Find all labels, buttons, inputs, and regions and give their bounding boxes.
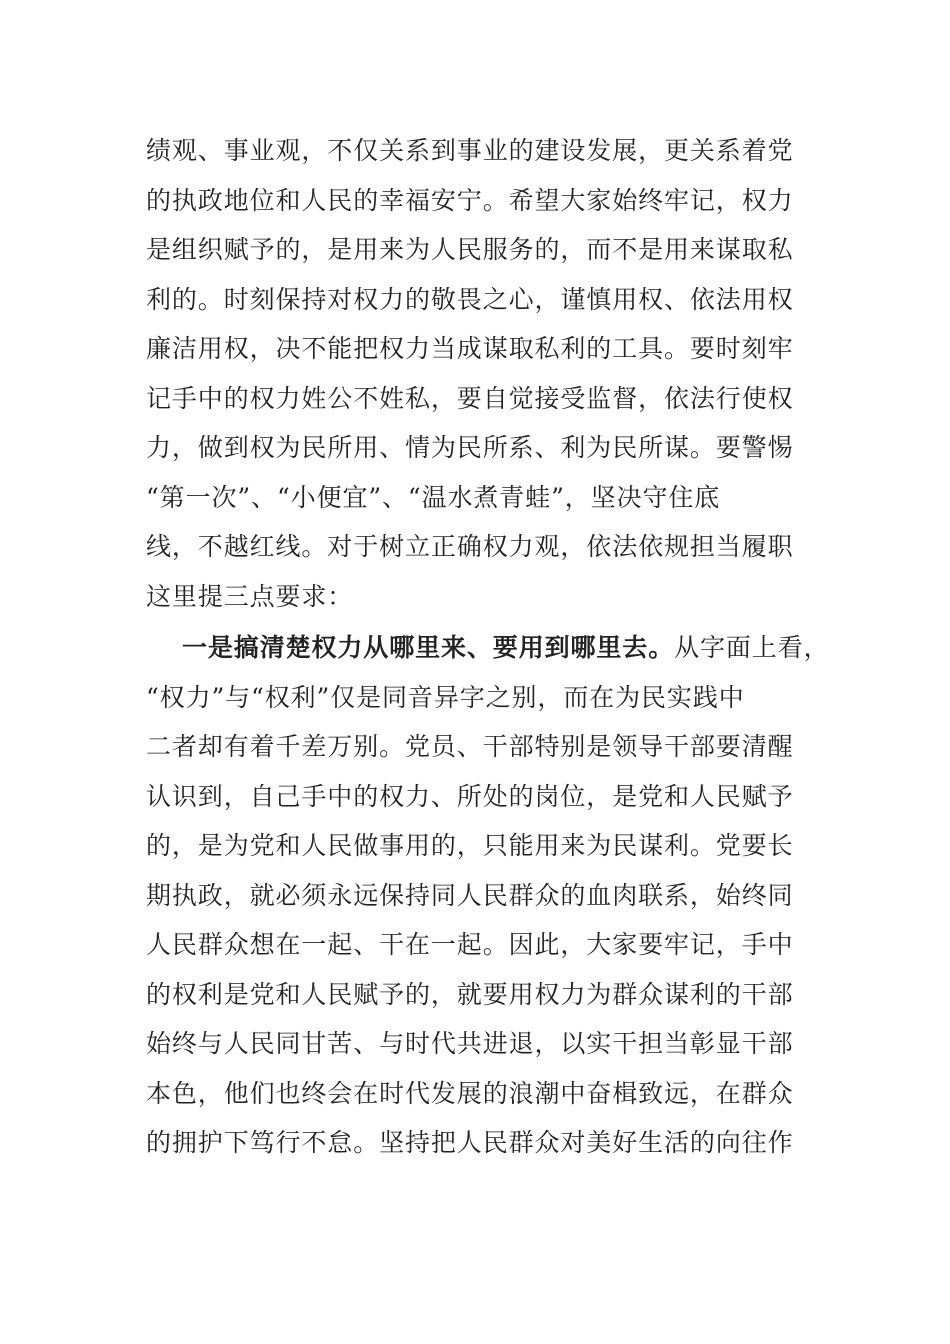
paragraph1-line-8: “第一次”、“小便宜”、“温水煮青蛙”，坚决守住底 [146,483,721,512]
paragraph2-heading: 一是搞清楚权力从哪里来、要用到哪里去。 [182,633,675,662]
paragraph1-line-3: 是组织赋予的，是用来为人民服务的，而不是用来谋取私 [146,235,794,264]
paragraph2-first-line [182,628,830,668]
paragraph2-line-6: 期执政，就必须永远保持同人民群众的血肉联系，始终同 [146,881,794,910]
paragraph1-line-5: 廉洁用权，决不能把权力当成谋取私利的工具。要时刻牢 [146,334,794,363]
paragraph2-line-7: 人民群众想在一起、干在一起。因此，大家要牢记，手中 [146,930,794,959]
paragraph2-line-3: 二者却有着千差万别。党员、干部特别是领导干部要清醒 [146,732,794,761]
paragraph1-line-1: 绩观、事业观，不仅关系到事业的建设发展，更关系着党 [146,136,794,165]
paragraph1-line-7: 力，做到权为民所用、情为民所系、利为民所谋。要警惕 [146,433,794,462]
paragraph2-line-2: “权力”与“权利”仅是同音异字之别，而在为民实践中 [146,683,745,712]
paragraph1-line-4: 利的。时刻保持对权力的敬畏之心，谨慎用权、依法用权 [146,285,794,314]
paragraph2-line-11: 的拥护下笃行不怠。坚持把人民群众对美好生活的向往作 [146,1128,794,1157]
paragraph2-line-9: 始终与人民同甘苦、与时代共进退，以实干担当彰显干部 [146,1029,794,1058]
paragraph1-line-10: 这里提三点要求： [146,582,354,611]
paragraph2-first-line-rest: 从字面上看， [674,633,830,662]
paragraph2-line-5: 的，是为党和人民做事用的，只能用来为民谋利。党要长 [146,831,794,860]
paragraph1-line-9: 线，不越红线。对于树立正确权力观，依法依规担当履职 [146,532,794,561]
paragraph2-line-10: 本色，他们也终会在时代发展的浪潮中奋楫致远，在群众 [146,1079,794,1108]
paragraph1-line-2: 的执政地位和人民的幸福安宁。希望大家始终牢记，权力 [146,186,794,215]
paragraph2-line-8: 的权利是党和人民赋予的，就要用权力为群众谋利的干部 [146,980,794,1009]
paragraph1-line-6: 记手中的权力姓公不姓私，要自觉接受监督，依法行使权 [146,384,794,413]
paragraph2-line-4: 认识到，自己手中的权力、所处的岗位，是党和人民赋予 [146,782,794,811]
